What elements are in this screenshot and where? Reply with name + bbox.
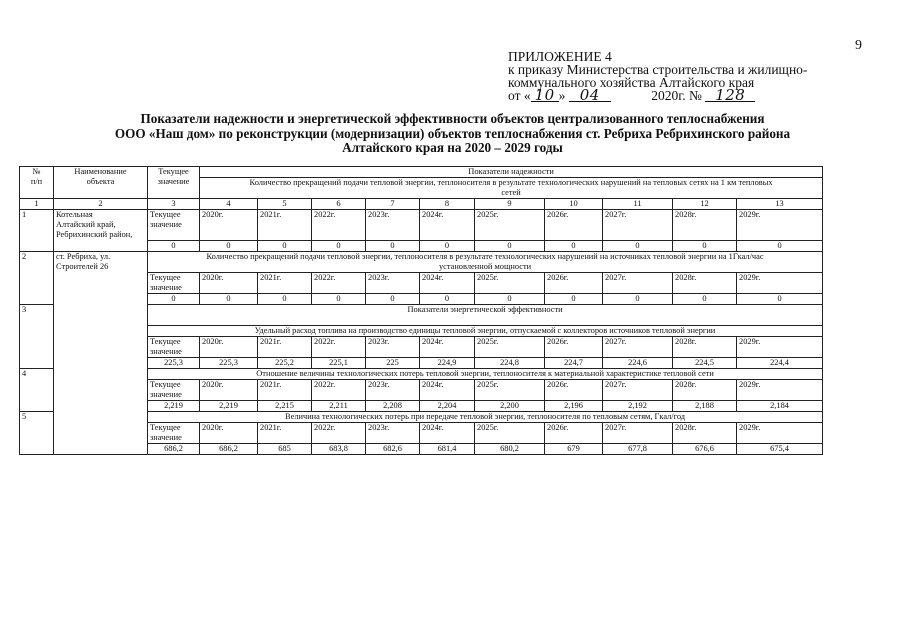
header-group: Показатели надежности <box>200 167 823 178</box>
column-number: 11 <box>603 199 673 210</box>
year-cell: 2028г. <box>673 336 737 357</box>
section-title: Количество прекращений подачи тепловой энергии, теплоносителя в результате технологических нарушений на тепловых сетях на 1 км тепловых сетей <box>200 178 823 199</box>
value-cell: 0 <box>420 240 475 251</box>
years-row <box>20 210 823 241</box>
current-label: Текущее значение <box>148 336 200 357</box>
document-title <box>20 112 885 156</box>
value-cell: 224,9 <box>420 357 475 368</box>
value-cell: 0 <box>603 293 673 304</box>
values-row <box>20 357 823 368</box>
row-number: 3 <box>20 304 54 325</box>
year-cell: 2021г. <box>258 336 312 357</box>
row-number <box>20 379 54 400</box>
header-row <box>20 167 823 178</box>
object-name: Котельная Алтайский край, Ребрихинский район, <box>54 210 148 241</box>
value-cell: 0 <box>366 240 420 251</box>
year-cell: 2022г. <box>312 422 366 443</box>
year-cell: 2027г. <box>603 210 673 241</box>
year-cell: 2025г. <box>475 210 545 241</box>
value-cell: 683,8 <box>312 443 366 454</box>
year-cell: 2026г. <box>545 379 603 400</box>
values-row <box>20 240 823 251</box>
year-cell: 2021г. <box>258 422 312 443</box>
year-cell: 2020г. <box>200 210 258 241</box>
year-cell: 2024г. <box>420 379 475 400</box>
years-row <box>20 422 823 443</box>
column-number: 10 <box>545 199 603 210</box>
value-cell: 675,4 <box>737 443 823 454</box>
year-cell: 2021г. <box>258 210 312 241</box>
current-label: Текущее значение <box>148 422 200 443</box>
value-cell: 2,204 <box>420 400 475 411</box>
header-current: Текущее значение <box>148 167 200 199</box>
values-row <box>20 400 823 411</box>
current-value: 686,2 <box>148 443 200 454</box>
year-cell: 2029г. <box>737 272 823 293</box>
appendix-line-1: к приказу Министерства строительства и жилищно- <box>508 62 808 77</box>
column-number: 4 <box>200 199 258 210</box>
year-cell: 2024г. <box>420 210 475 241</box>
year-cell: 2027г. <box>603 272 673 293</box>
row-number <box>20 357 54 368</box>
current-label: Текущее значение <box>148 210 200 241</box>
value-cell: 2,196 <box>545 400 603 411</box>
row-number: 5 <box>20 411 54 422</box>
row-number: 1 <box>20 210 54 241</box>
value-cell: 225,2 <box>258 357 312 368</box>
date-mid: » <box>558 88 566 103</box>
year-cell: 2023г. <box>366 272 420 293</box>
year-cell: 2028г. <box>673 379 737 400</box>
section-title: Показатели энергетической эффективности <box>148 304 823 325</box>
year-cell: 2020г. <box>200 379 258 400</box>
section-title: Количество прекращений подачи тепловой энергии, теплоносителя в результате технологических нарушений на источниках тепловой энергии на 1Гкал/час установленной мощности <box>148 251 823 272</box>
date-month: 04 <box>569 89 611 102</box>
value-cell: 224,4 <box>737 357 823 368</box>
row-number <box>20 240 54 251</box>
value-cell: 225,1 <box>312 357 366 368</box>
year-cell: 2025г. <box>475 379 545 400</box>
appendix-date-line <box>508 86 868 104</box>
object-name-cont <box>54 240 148 251</box>
column-number: 8 <box>420 199 475 210</box>
year-cell: 2023г. <box>366 336 420 357</box>
years-row <box>20 336 823 357</box>
appendix-header <box>508 50 868 102</box>
value-cell: 224,8 <box>475 357 545 368</box>
row-number <box>20 443 54 454</box>
year-cell: 2025г. <box>475 336 545 357</box>
value-cell: 0 <box>737 293 823 304</box>
value-cell: 2,215 <box>258 400 312 411</box>
value-cell: 0 <box>475 240 545 251</box>
value-cell: 681,4 <box>420 443 475 454</box>
column-number: 6 <box>312 199 366 210</box>
value-cell: 680,2 <box>475 443 545 454</box>
year-cell: 2022г. <box>312 210 366 241</box>
section-title-row <box>20 411 823 422</box>
year-cell: 2023г. <box>366 379 420 400</box>
date-prefix: от « <box>508 88 531 103</box>
section-title-row <box>20 251 823 272</box>
year-cell: 2021г. <box>258 379 312 400</box>
appendix-line-2: коммунального хозяйства Алтайского края <box>508 75 755 90</box>
year-cell: 2024г. <box>420 336 475 357</box>
header-name: Наименование объекта <box>54 167 148 199</box>
year-cell: 2026г. <box>545 272 603 293</box>
column-number: 12 <box>673 199 737 210</box>
value-cell: 225,3 <box>200 357 258 368</box>
row-number <box>20 325 54 336</box>
row-number <box>20 272 54 293</box>
value-cell: 686,2 <box>200 443 258 454</box>
year-cell: 2028г. <box>673 422 737 443</box>
value-cell: 225 <box>366 357 420 368</box>
year-cell: 2026г. <box>545 210 603 241</box>
row-number: 4 <box>20 368 54 379</box>
value-cell: 0 <box>312 293 366 304</box>
row-number: 2 <box>20 251 54 272</box>
value-cell: 0 <box>258 293 312 304</box>
value-cell: 2,188 <box>673 400 737 411</box>
value-cell: 0 <box>673 293 737 304</box>
value-cell: 0 <box>603 240 673 251</box>
year-cell: 2021г. <box>258 272 312 293</box>
value-cell: 682,6 <box>366 443 420 454</box>
value-cell: 677,8 <box>603 443 673 454</box>
value-cell: 0 <box>366 293 420 304</box>
current-value: 0 <box>148 240 200 251</box>
current-label: Текущее значение <box>148 379 200 400</box>
section-title: Отношение величины технологических потерь тепловой энергии, теплоносителя к материальной характеристике тепловой сети <box>148 368 823 379</box>
year-cell: 2026г. <box>545 336 603 357</box>
value-cell: 0 <box>258 240 312 251</box>
value-cell: 676,6 <box>673 443 737 454</box>
year-cell: 2024г. <box>420 272 475 293</box>
title-line-3: Алтайского края на 2020 – 2029 годы <box>342 140 563 155</box>
value-cell: 0 <box>475 293 545 304</box>
column-number: 13 <box>737 199 823 210</box>
value-cell: 2,211 <box>312 400 366 411</box>
current-value: 0 <box>148 293 200 304</box>
column-numbers-row <box>20 199 823 210</box>
section-subtitle: Удельный расход топлива на производство единицы тепловой энергии, отпускаемой с коллекторов источников тепловой энергии <box>148 325 823 336</box>
year-cell: 2027г. <box>603 379 673 400</box>
year-cell: 2020г. <box>200 272 258 293</box>
year-cell: 2029г. <box>737 336 823 357</box>
value-cell: 2,200 <box>475 400 545 411</box>
years-row <box>20 379 823 400</box>
section-title: Величина технологических потерь при передаче тепловой энергии, теплоносителя по тепловым сетям, Гкал/год <box>148 411 823 422</box>
section-title-row <box>20 368 823 379</box>
years-row <box>20 272 823 293</box>
value-cell: 2,219 <box>200 400 258 411</box>
value-cell: 2,184 <box>737 400 823 411</box>
value-cell: 0 <box>312 240 366 251</box>
value-cell: 224,7 <box>545 357 603 368</box>
title-line-1: Показатели надежности и энергетической эффективности объектов централизованного теплоснабжения <box>140 111 765 126</box>
date-day: 10 <box>531 89 559 102</box>
value-cell: 0 <box>200 293 258 304</box>
appendix-title: ПРИЛОЖЕНИЕ 4 <box>508 49 612 64</box>
column-number: 2 <box>54 199 148 210</box>
column-number: 5 <box>258 199 312 210</box>
current-value: 2,219 <box>148 400 200 411</box>
year-cell: 2024г. <box>420 422 475 443</box>
column-number: 1 <box>20 199 54 210</box>
year-cell: 2025г. <box>475 422 545 443</box>
year-cell: 2029г. <box>737 422 823 443</box>
row-number <box>20 422 54 443</box>
year-cell: 2020г. <box>200 336 258 357</box>
year-cell: 2023г. <box>366 210 420 241</box>
value-cell: 224,5 <box>673 357 737 368</box>
year-cell: 2027г. <box>603 336 673 357</box>
object-name: ст. Ребриха, ул. Строителей 26 <box>54 251 148 272</box>
value-cell: 2,192 <box>603 400 673 411</box>
row-number <box>20 293 54 304</box>
title-line-2: ООО «Наш дом» по реконструкции (модернизации) объектов теплоснабжения ст. Ребриха Ребрихинского района <box>114 125 791 141</box>
year-cell: 2029г. <box>737 210 823 241</box>
value-cell: 685 <box>258 443 312 454</box>
column-number: 7 <box>366 199 420 210</box>
page-number: 9 <box>855 38 862 53</box>
values-row <box>20 293 823 304</box>
current-label: Текущее значение <box>148 272 200 293</box>
year-cell: 2026г. <box>545 422 603 443</box>
value-cell: 0 <box>545 293 603 304</box>
year-cell: 2022г. <box>312 272 366 293</box>
value-cell: 0 <box>545 240 603 251</box>
section-title-row <box>20 304 823 325</box>
indicators-table <box>19 166 823 455</box>
year-cell: 2020г. <box>200 422 258 443</box>
year-cell: 2027г. <box>603 422 673 443</box>
year-cell: 2028г. <box>673 272 737 293</box>
year-cell: 2022г. <box>312 336 366 357</box>
year-cell: 2022г. <box>312 379 366 400</box>
date-year: 2020г. № <box>651 88 702 103</box>
value-cell: 0 <box>673 240 737 251</box>
value-cell: 224,6 <box>603 357 673 368</box>
row-number <box>20 400 54 411</box>
section-subtitle-row <box>20 325 823 336</box>
value-cell: 0 <box>420 293 475 304</box>
values-row <box>20 443 823 454</box>
value-cell: 679 <box>545 443 603 454</box>
year-cell: 2023г. <box>366 422 420 443</box>
current-value: 225,3 <box>148 357 200 368</box>
row-number <box>20 336 54 357</box>
value-cell: 2,208 <box>366 400 420 411</box>
order-number: 128 <box>705 89 755 102</box>
year-cell: 2029г. <box>737 379 823 400</box>
header-num: № п/п <box>20 167 54 199</box>
value-cell: 0 <box>737 240 823 251</box>
year-cell: 2028г. <box>673 210 737 241</box>
value-cell: 0 <box>200 240 258 251</box>
year-cell: 2025г. <box>475 272 545 293</box>
column-number: 3 <box>148 199 200 210</box>
column-number: 9 <box>475 199 545 210</box>
